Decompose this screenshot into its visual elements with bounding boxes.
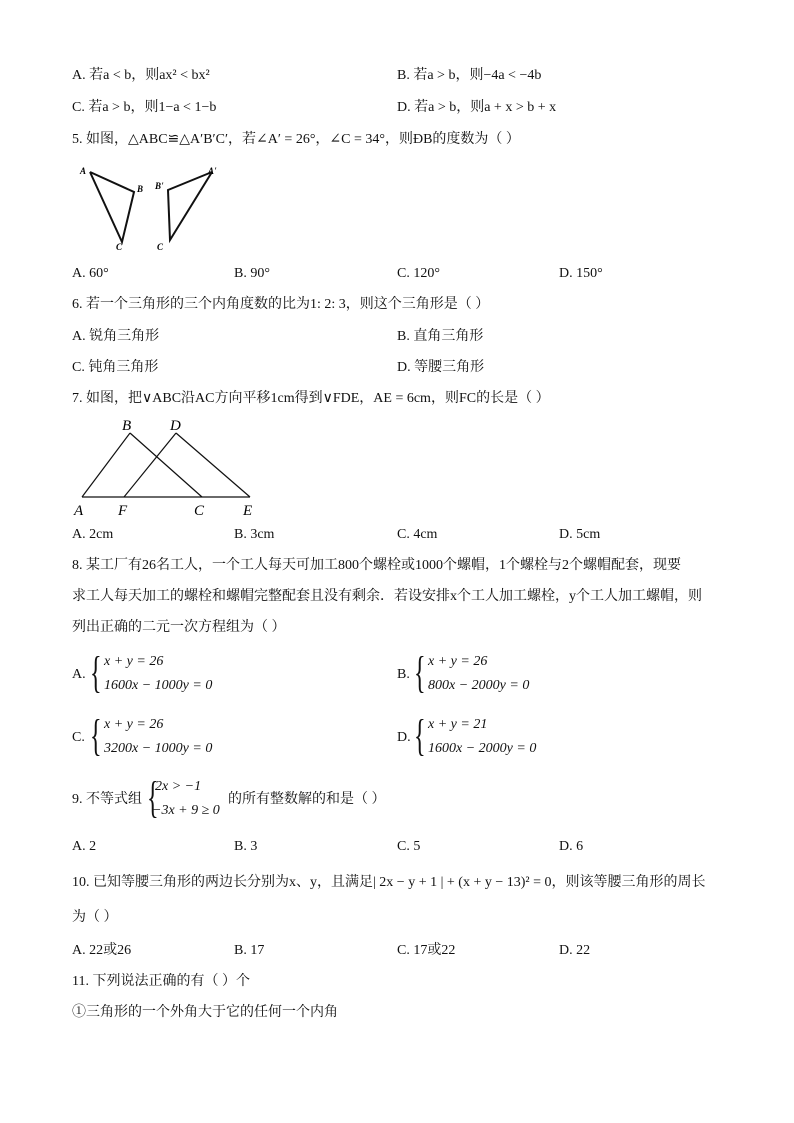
q8-option-b-eq2: 800x − 2000y = 0 <box>428 678 530 693</box>
q11-item-1: ①三角形的一个外角大于它的任何一个内角 <box>72 1005 338 1020</box>
q5-stem: 5. 如图，△ABC≌△A′B′C′，若∠A′ = 26°，∠C = 34°，则ÐB的度数为（ ） <box>72 132 520 147</box>
brace-icon: { <box>414 711 426 760</box>
label-a-prime: A' <box>208 166 217 176</box>
label-c: C <box>194 503 205 519</box>
label-b: B <box>122 418 132 434</box>
q7-option-c: C. 4cm <box>397 527 438 542</box>
q10-stem-line2: 为（ ） <box>72 910 118 925</box>
q6-option-b: B. 直角三角形 <box>397 329 484 344</box>
triangle-a2b2c2 <box>168 172 212 240</box>
q4-option-a: A. 若a < b，则ax² < bx² <box>72 68 210 83</box>
q9-option-d: D. 6 <box>559 839 584 854</box>
q8-option-d-eq2: 1600x − 2000y = 0 <box>428 741 537 756</box>
q5-option-c: C. 120° <box>397 266 440 281</box>
q8-option-a-eq2: 1600x − 1000y = 0 <box>104 678 213 693</box>
label-f: F <box>118 503 128 519</box>
q8-option-c-label: C. <box>72 730 85 745</box>
q6-option-d: D. 等腰三角形 <box>397 360 485 375</box>
label-c-prime: C <box>157 242 164 252</box>
q9-option-c: C. 5 <box>397 839 421 854</box>
q7-option-a: A. 2cm <box>72 527 114 542</box>
q6-option-a: A. 锐角三角形 <box>72 329 160 344</box>
q8-stem-line2: 求工人每天加工的螺栓和螺帽完整配套且没有剩余．若设安排x个工人加工螺栓，y个工人加工螺帽，则 <box>72 589 702 604</box>
q8-option-a-label: A. <box>72 667 86 682</box>
q7-translation-figure <box>72 415 272 520</box>
q8-stem-line1: 8. 某工厂有26名工人，一个工人每天可加工800个螺栓或1000个螺帽，1个螺栓与2个螺帽配套，现要 <box>72 558 681 573</box>
q8-option-c-eq2: 3200x − 1000y = 0 <box>104 741 213 756</box>
q8-option-d-eq1: x + y = 21 <box>428 717 488 732</box>
triangle-abc <box>90 172 134 242</box>
q5-triangle-figure <box>74 162 234 252</box>
q5-option-d: D. 150° <box>559 266 603 281</box>
q4-option-b: B. 若a > b，则−4a < −4b <box>397 68 542 83</box>
label-b-prime: B' <box>155 181 164 191</box>
q5-option-b: B. 90° <box>234 266 270 281</box>
q8-option-b-label: B. <box>397 667 410 682</box>
label-c: C <box>116 242 123 252</box>
q6-option-c: C. 钝角三角形 <box>72 360 159 375</box>
q8-option-d-label: D. <box>397 730 411 745</box>
label-e: E <box>243 503 253 519</box>
brace-icon: { <box>90 648 102 697</box>
q9-option-a: A. 2 <box>72 839 97 854</box>
q8-stem-line3: 列出正确的二元一次方程组为（ ） <box>72 620 286 635</box>
q9-option-b: B. 3 <box>234 839 258 854</box>
brace-icon: { <box>90 711 102 760</box>
q10-stem-line1: 10. 已知等腰三角形的两边长分别为x、y，且满足| 2x − y + 1 | + (x + y − 13)² = 0，则该等腰三角形的周长 <box>72 875 706 890</box>
q10-option-d: D. 22 <box>559 943 591 958</box>
q4-option-c: C. 若a > b，则1−a < 1−b <box>72 100 217 115</box>
brace-icon: { <box>147 773 159 822</box>
q9-stem-prefix: 9. 不等式组 <box>72 792 142 807</box>
label-d: D <box>170 418 181 434</box>
brace-icon: { <box>414 648 426 697</box>
label-a: A <box>80 166 87 176</box>
q4-option-d: D. 若a > b，则a + x > b + x <box>397 100 557 115</box>
q6-stem: 6. 若一个三角形的三个内角度数的比为1: 2: 3，则这个三角形是（ ） <box>72 297 490 312</box>
q10-option-a: A. 22或26 <box>72 943 132 958</box>
q7-option-b: B. 3cm <box>234 527 275 542</box>
q9-inequality-2: −3x + 9 ≥ 0 <box>152 803 220 818</box>
q8-option-b-eq1: x + y = 26 <box>428 654 488 669</box>
q7-stem: 7. 如图，把∨ABC沿AC方向平移1cm得到∨FDE，AE = 6cm，则FC的长是（ ） <box>72 391 550 406</box>
q11-stem: 11. 下列说法正确的有（ ）个 <box>72 974 250 989</box>
label-a: A <box>74 503 84 519</box>
q9-inequality-1: 2x > −1 <box>155 779 202 794</box>
q9-stem-suffix: 的所有整数解的和是（ ） <box>228 792 386 807</box>
q10-option-b: B. 17 <box>234 943 265 958</box>
q10-option-c: C. 17或22 <box>397 943 456 958</box>
q8-option-c-eq1: x + y = 26 <box>104 717 164 732</box>
q8-option-a-eq1: x + y = 26 <box>104 654 164 669</box>
q5-option-a: A. 60° <box>72 266 109 281</box>
label-b: B <box>137 184 144 194</box>
q7-option-d: D. 5cm <box>559 527 601 542</box>
